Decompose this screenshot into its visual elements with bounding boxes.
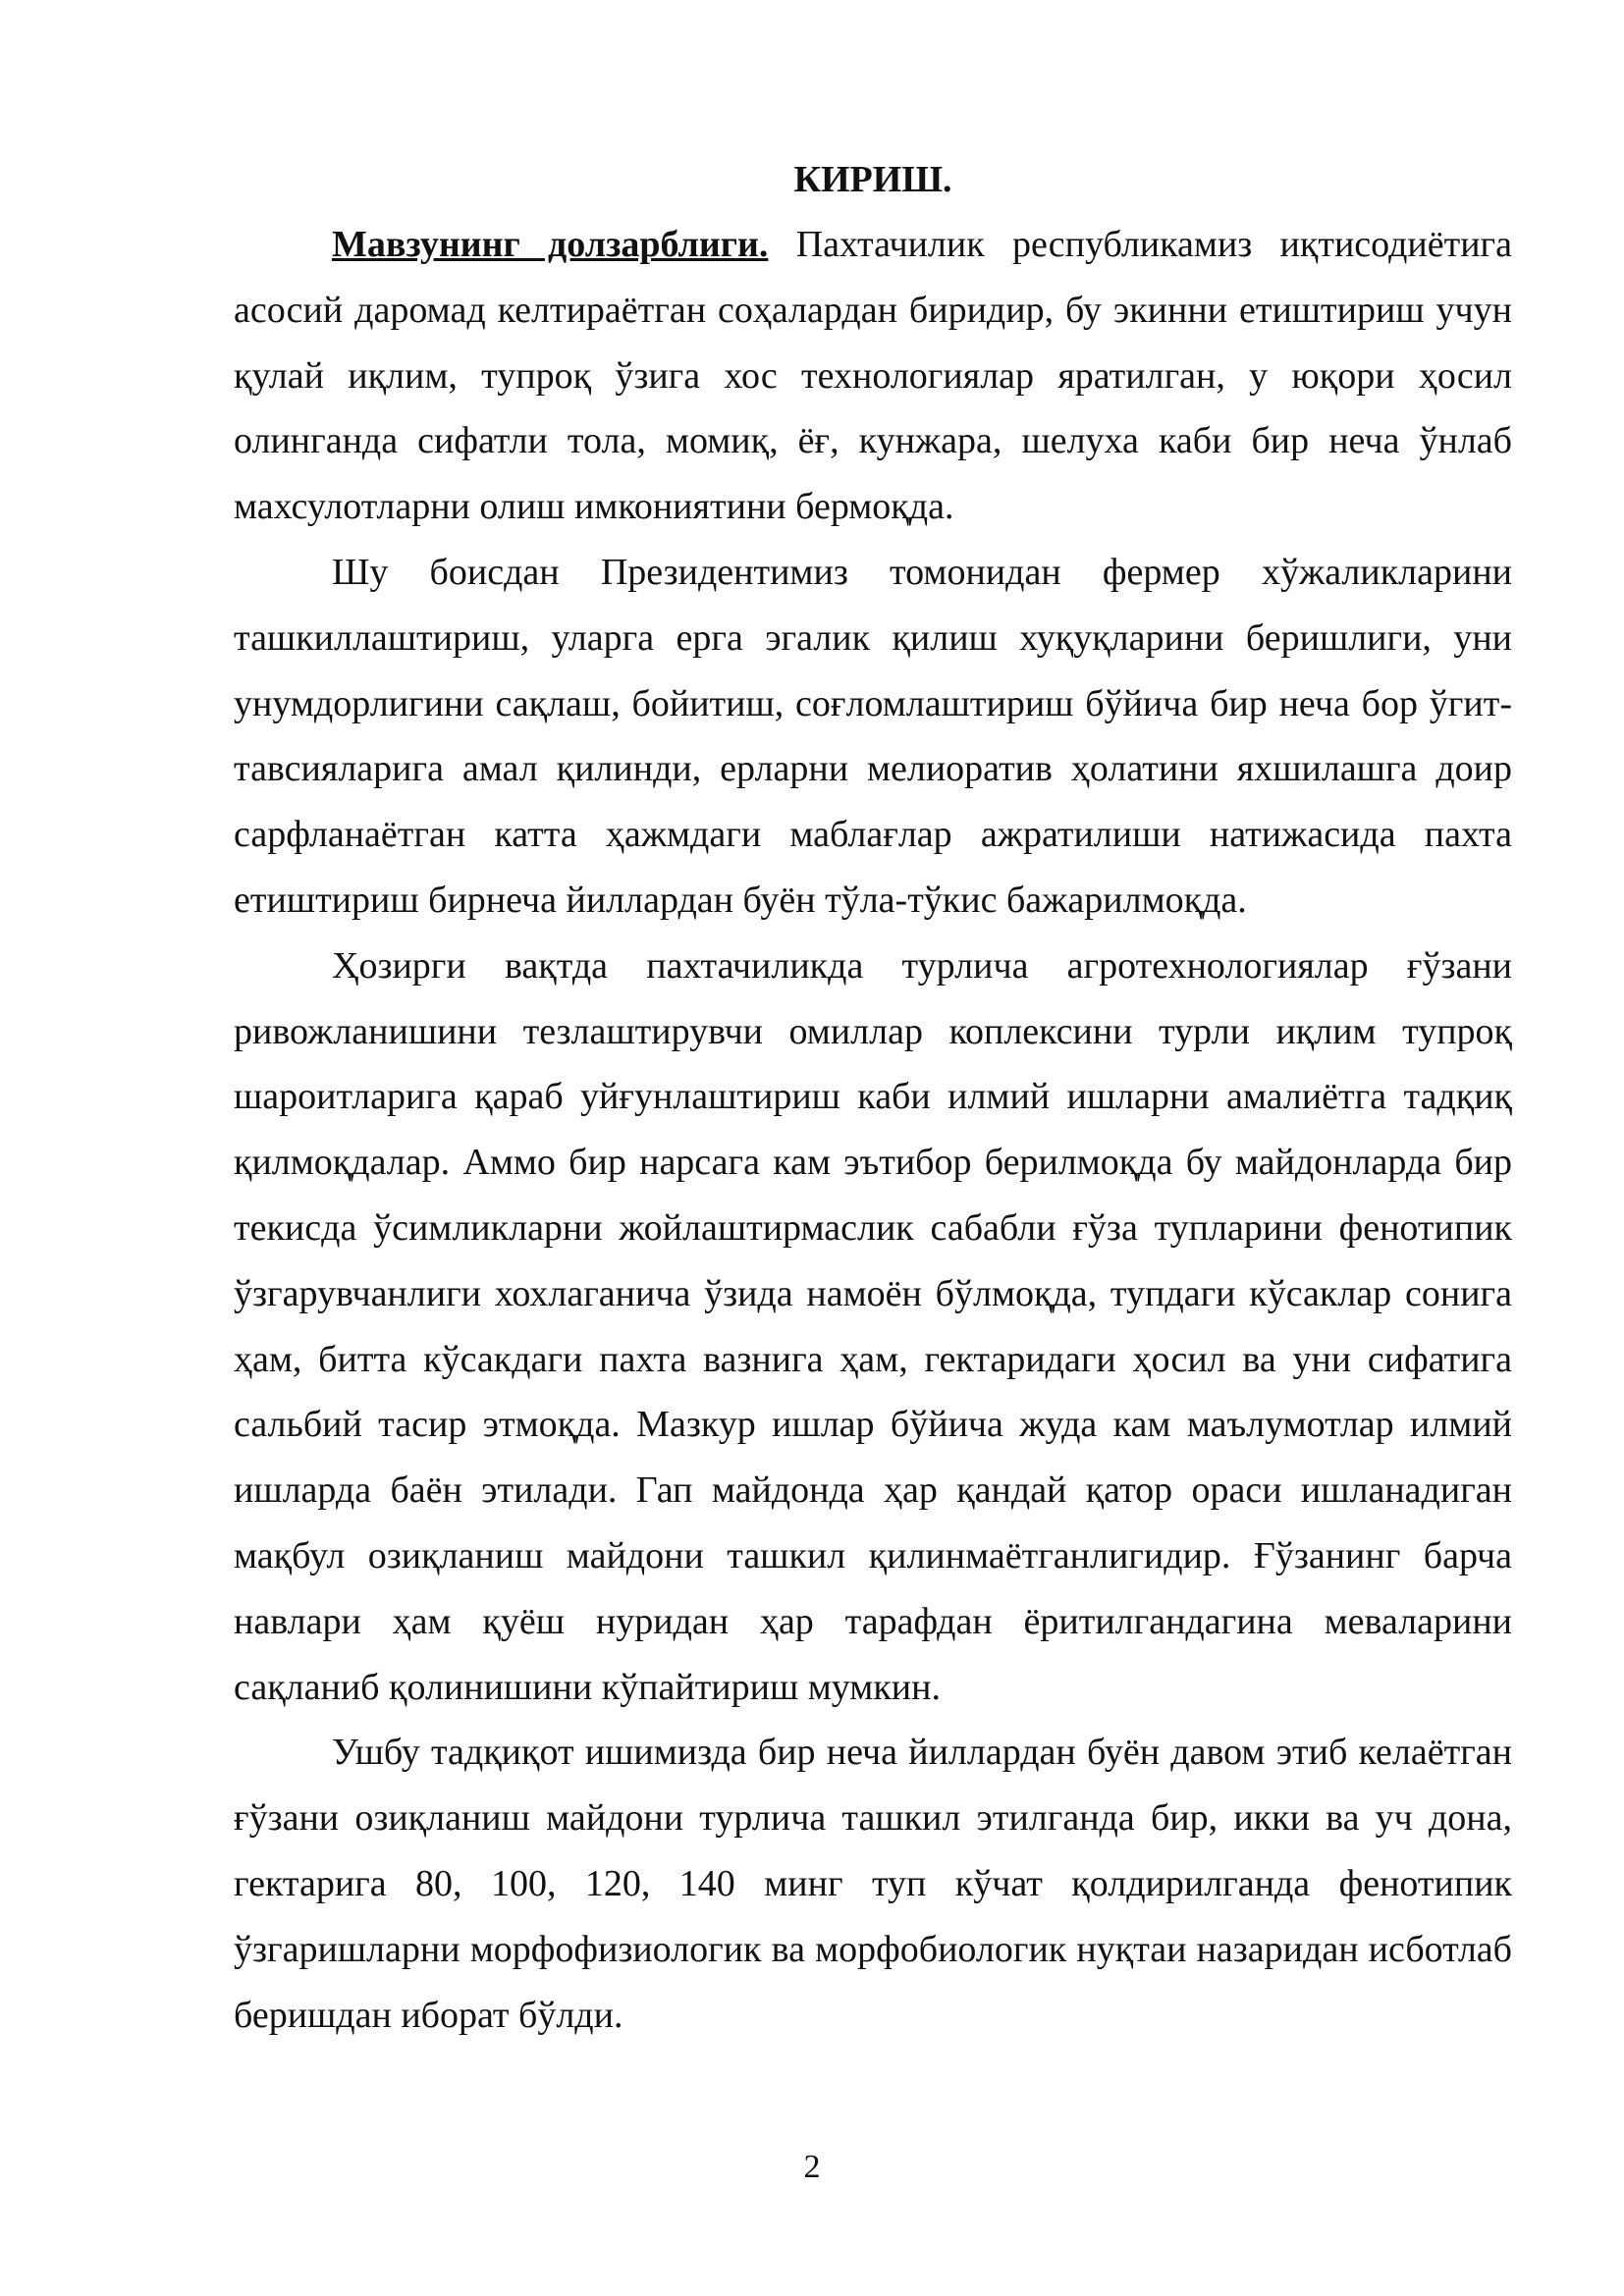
paragraph-president: Шу боисдан Президентимиз томонидан фермер хўжаликларини ташкиллаштириш, уларга ерга эгалик қилиш хуқуқларини беришлиги, уни унумдорлигини сақлаш, бойитиш, соғломлаштириш бўйича бир неча бор ўгит-тавсияларига амал қилинди, ерларни мелиоратив ҳолатини яхшилашга доир сарфланаётган катта ҳажмдаги маблағлар ажратилиши натижасида пахта етиштириш бирнеча йиллардан буён тўла-тўкис бажарилмоқда. xyxy=(234,551,1512,921)
relevance-text: Пахтачилик республикамиз иқтисодиётига асосий даромад келтираётган соҳалардан биридир, бу экинни етиштириш учун қулай иқлим, тупроқ ўзига хос технологиялар яратилган, у юқори ҳосил олинганда сифатли тола, момиқ, ёғ, кунжара, шелуха каби бир неча ўнлаб махсулотларни олиш имкониятини бермоқда. xyxy=(234,224,1512,528)
paragraph-current-state: Ҳозирги вақтда пахтачиликда турлича агротехнологиялар ғўзани ривожланишини тезлаштирувчи омиллар коплексини турли иқлим тупроқ шароитларига қараб уйғунлаштириш каби илмий ишларни амалиётга тадқиқ қилмоқдалар. Аммо бир нарсага кам эътибор берилмоқда бу майдонларда бир текисда ўсимликларни жойлаштирмаслик сабабли ғўза тупларини фенотипик ўзгарувчанлиги хохлаганича ўзида намоён бўлмоқда, тупдаги кўсаклар сонига ҳам, битта кўсакдаги пахта вазнига ҳам, гектаридаги ҳосил ва уни сифатига сальбий тасир этмоқда. Мазкур ишлар бўйича жуда кам маълумотлар илмий ишларда баён этилади. Гап майдонда ҳар қандай қатор ораси ишланадиган мақбул озиқланиш майдони ташкил қилинмаётганлигидир. Ғўзанинг барча навлари ҳам қуёш нуридан ҳар тарафдан ёритилгандагина меваларини сақланиб қолинишини кўпайтириш мумкин. xyxy=(234,944,1512,1708)
relevance-heading: Мавзунинг долзарблиги. xyxy=(332,224,769,265)
paragraph-research-goal: Ушбу тадқиқот ишимизда бир неча йиллардан буён давом этиб келаётган ғўзани озиқланиш майдони турлича ташкил этилганда бир, икки ва уч дона, гектарига 80, 100, 120, 140 минг туп кўчат қолдирилганда фенотипик ўзгаришларни морфофизиологик ва морфобиологик нуқтаи назаридан исботлаб беришдан иборат бўлди. xyxy=(234,1732,1512,2036)
page-number: 2 xyxy=(803,2149,821,2185)
paragraph-relevance xyxy=(234,212,1512,540)
section-title: КИРИШ. xyxy=(793,159,952,200)
page-body xyxy=(234,147,1512,2048)
